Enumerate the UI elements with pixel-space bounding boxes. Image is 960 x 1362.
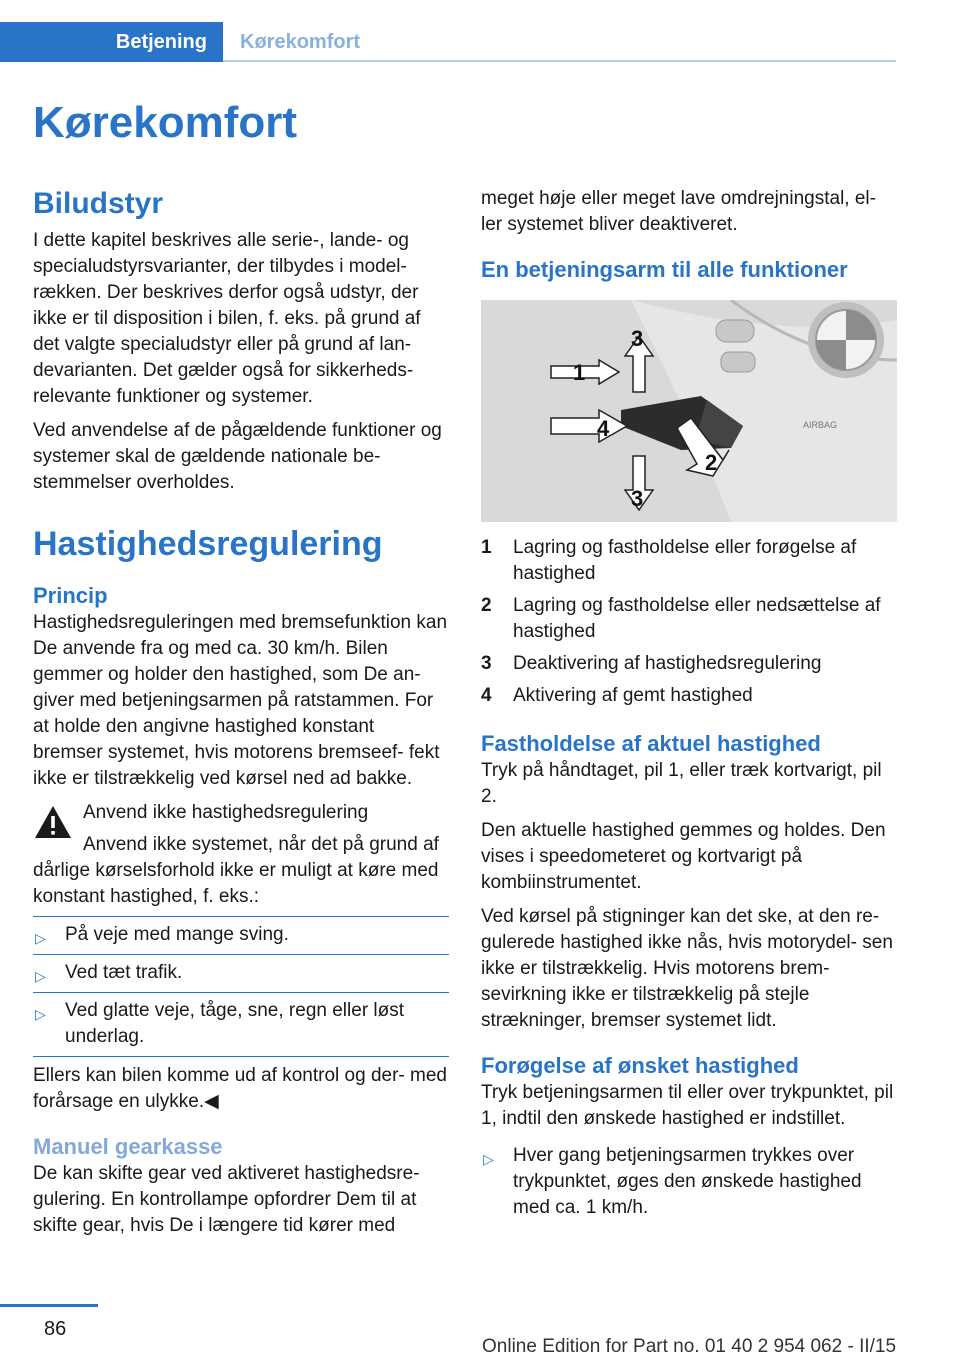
section-title-hastighedsregulering: Hastighedsregulering bbox=[33, 525, 383, 563]
triangle-bullet-icon: ▷ bbox=[483, 1151, 494, 1167]
right-column bbox=[481, 186, 897, 1227]
warning-title: Anvend ikke hastighedsregulering bbox=[83, 802, 369, 823]
list-item bbox=[481, 680, 897, 712]
paragraph: Ved anvendelse af de pågældende funktioner og systemer skal de gældende nationale be- stemmelser overholdes. bbox=[33, 420, 442, 493]
list-item-text: Ved glatte veje, tåge, sne, regn eller løst underlag. bbox=[65, 1000, 405, 1047]
list-item-text: Ved tæt trafik. bbox=[65, 962, 183, 983]
list-item-text: Hver gang betjeningsarmen trykkes over trykpunktet, øges den ønskede hastighed med ca. 1 km/h. bbox=[513, 1145, 862, 1218]
section-title-biludstyr: Biludstyr bbox=[33, 187, 164, 220]
triangle-bullet-icon: ▷ bbox=[35, 1006, 46, 1022]
bullet-list bbox=[33, 916, 449, 1057]
subsection-title-betjeningsarm: En betjeningsarm til alle funktioner bbox=[481, 257, 848, 282]
list-item bbox=[481, 532, 897, 590]
subsection-title-forogelse: Forøgelse af ønsket hastighed bbox=[481, 1053, 799, 1078]
footer-rule bbox=[0, 1304, 98, 1307]
paragraph: Den aktuelle hastighed gemmes og holdes. Den vises i speedometeret og kortvarigt på kombiinstrumentet. bbox=[481, 820, 886, 893]
left-column bbox=[33, 186, 449, 1239]
tab-korekomfort[interactable]: Kørekomfort bbox=[240, 30, 361, 53]
header-tabbar bbox=[0, 22, 896, 62]
list-item bbox=[33, 955, 449, 993]
paragraph: Ved kørsel på stigninger kan det ske, at den re- gulerede hastighed ikke nås, hvis motorydel- sen ikke er tilstrækkelig. Hvis motorens brem- sevirkning ikke er tilstrækkelig på stejle strækninger, bremser systemet lidt. bbox=[481, 906, 893, 1031]
paragraph: Ellers kan bilen komme ud af kontrol og der- med forårsage en ulykke.◀ bbox=[33, 1065, 447, 1112]
list-item bbox=[33, 993, 449, 1057]
subsection-title-manuel-gearkasse: Manuel gearkasse bbox=[33, 1134, 223, 1159]
page-number: 86 bbox=[44, 1318, 67, 1340]
page-title: Kørekomfort bbox=[33, 98, 298, 147]
airbag-label: AIRBAG bbox=[803, 420, 838, 430]
list-item bbox=[481, 648, 897, 680]
arrow-label: 3 bbox=[631, 486, 644, 511]
list-item-number: 3 bbox=[481, 653, 492, 674]
paragraph: meget høje eller meget lave omdrejningstal, el- ler systemet bliver deaktiveret. bbox=[481, 188, 876, 235]
warning-body: Anvend ikke systemet, når det på grund af dårlige kørselsforhold ikke er muligt at køre med konstant hastighed, f. eks.: bbox=[33, 834, 439, 907]
paragraph: Tryk på håndtaget, pil 1, eller træk kortvarigt, pil 2. bbox=[481, 760, 882, 807]
arrow-label: 2 bbox=[705, 450, 718, 475]
steering-lever-illustration bbox=[481, 300, 897, 522]
list-item bbox=[481, 1138, 897, 1227]
list-item-text: Lagring og fastholdelse eller nedsættelse af hastighed bbox=[513, 595, 881, 642]
list-item-number: 4 bbox=[481, 685, 492, 706]
subsection-title-princip: Princip bbox=[33, 583, 108, 608]
paragraph: De kan skifte gear ved aktiveret hastighedsre- gulering. En kontrollampe opfordrer Dem til at skifte gear, hvis De i længere tid kører med bbox=[33, 1163, 420, 1236]
list-item-text: Deaktivering af hastighedsregulering bbox=[513, 653, 822, 674]
triangle-bullet-icon: ▷ bbox=[35, 930, 46, 946]
paragraph: Tryk betjeningsarmen til eller over trykpunktet, pil 1, indtil den ønskede hastighed er indstillet. bbox=[481, 1082, 894, 1129]
paragraph: Hastighedsreguleringen med bremsefunktion kan De anvende fra og med ca. 30 km/h. Bilen gemmer og holder den hastighed, som De an- giver med betjeningsarmen på ratstammen. For at holde den angivne hastighed konstant bremser systemet, hvis motorens bremseef- fekt ikke er tilstrækkelig ved kørsel ned ad bakke. bbox=[33, 612, 448, 789]
list-item-number: 1 bbox=[481, 537, 492, 558]
bullet-list bbox=[481, 1138, 897, 1227]
triangle-bullet-icon: ▷ bbox=[35, 968, 46, 984]
arrow-label: 3 bbox=[631, 326, 644, 351]
subsection-title-fastholdelse: Fastholdelse af aktuel hastighed bbox=[481, 731, 821, 756]
list-item-text: Aktivering af gemt hastighed bbox=[513, 685, 753, 706]
list-item-text: På veje med mange sving. bbox=[65, 924, 289, 945]
arrow-label: 1 bbox=[573, 360, 586, 385]
list-item-text: Lagring og fastholdelse eller forøgelse af hastighed bbox=[513, 537, 857, 584]
numbered-list bbox=[481, 532, 897, 712]
warning-icon bbox=[33, 804, 73, 840]
list-item bbox=[33, 916, 449, 955]
tab-betjening[interactable]: Betjening bbox=[0, 22, 223, 62]
warning-block bbox=[33, 800, 449, 910]
arrow-label: 4 bbox=[597, 416, 610, 441]
list-item bbox=[481, 590, 897, 648]
paragraph: I dette kapitel beskrives alle serie-, lande- og specialudstyrsvarianter, der tilbydes i model- rækken. Der beskrives derfor også udstyr, der ikke er til disposition i bilen, f. eks. på grund af det valgte specialudstyr eller på grund af lan- devarianten. Det gælder også for sikkerheds- relevante funktioner og systemer. bbox=[33, 230, 421, 407]
figure-steering-lever bbox=[481, 300, 897, 522]
header-rule bbox=[223, 60, 896, 62]
list-item-number: 2 bbox=[481, 595, 492, 616]
footer-edition: Online Edition for Part no. 01 40 2 954 062 - II/15 bbox=[482, 1336, 897, 1357]
